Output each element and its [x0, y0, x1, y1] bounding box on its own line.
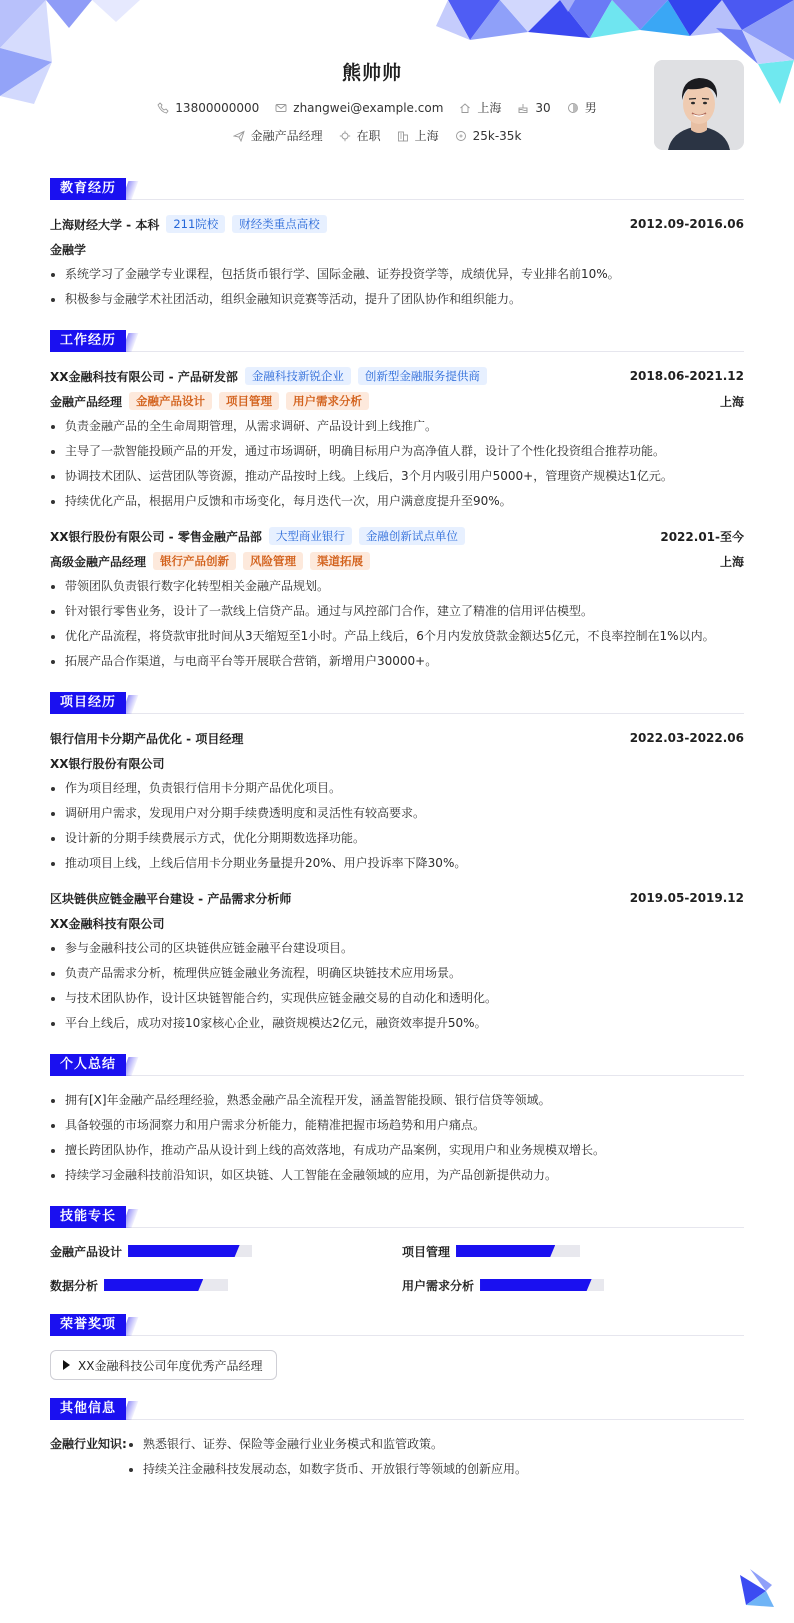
list-item: 调研用户需求，发现用户对分期手续费透明度和灵活性有较高要求。 [50, 801, 744, 826]
school-tag: 211院校 [166, 215, 225, 233]
phone-icon [157, 102, 169, 114]
gender-icon [567, 102, 579, 114]
skill-name: 金融产品设计 [50, 1244, 123, 1259]
company-tag: 创新型金融服务提供商 [358, 367, 487, 385]
list-item: 具备较强的市场洞察力和用户需求分析能力，能精准把握市场趋势和用户痛点。 [50, 1113, 744, 1138]
skill-tag: 渠道拓展 [310, 552, 370, 570]
entry-header [50, 212, 744, 236]
list-item: 熟悉银行、证券、保险等金融行业业务模式和监管政策。 [128, 1432, 527, 1457]
entry-header [50, 364, 744, 388]
list-item: 负责金融产品的全生命周期管理，从需求调研、产品设计到上线推广。 [50, 414, 744, 439]
company-tag: 金融科技新锐企业 [245, 367, 351, 385]
cake-icon [517, 102, 529, 114]
skill-bar [456, 1245, 580, 1257]
candidate-name: 熊帅帅 [341, 62, 402, 84]
target-city-text: 上海 [414, 129, 439, 143]
age-text: 30 [535, 100, 551, 115]
list-item: 积极参与金融学术社团活动，组织金融知识竞赛等活动，提升了团队协作和组织能力。 [50, 287, 744, 312]
skill-name: 数据分析 [50, 1278, 99, 1293]
project-org: XX银行股份有限公司 [50, 756, 165, 771]
entry-subheader [50, 750, 744, 776]
entry-header [50, 886, 744, 910]
section-header [50, 1054, 744, 1076]
email-item [275, 101, 443, 115]
skill-tag: 风险管理 [243, 552, 303, 570]
entry-subheader [50, 236, 744, 262]
position-text: 金融产品经理 [250, 129, 323, 143]
list-item: 带领团队负责银行数字化转型相关金融产品规划。 [50, 574, 744, 599]
list-item: 拓展产品合作渠道，与电商平台等开展联合营销，新增用户30000+。 [50, 649, 744, 674]
list-item: 设计新的分期手续费展示方式，优化分期期数选择功能。 [50, 826, 744, 851]
entry-header-left [50, 215, 327, 233]
skill-bar [480, 1279, 604, 1291]
section-title: 技能专长 [50, 1206, 126, 1228]
skill-level-fill [480, 1279, 592, 1291]
skills-grid [50, 1240, 744, 1296]
coin-icon [455, 130, 467, 142]
project-title: 银行信用卡分期产品优化 - 项目经理 [50, 731, 244, 746]
company-tag: 金融创新试点单位 [359, 527, 465, 545]
entry-header [50, 726, 744, 750]
play-triangle-icon [63, 1360, 70, 1370]
section-title: 工作经历 [50, 330, 126, 352]
education-section [50, 178, 744, 312]
project-section [50, 692, 744, 1036]
list-item: 主导了一款智能投顾产品的开发，通过市场调研，明确目标用户为高净值人群，设计了个性化投资组合推荐功能。 [50, 439, 744, 464]
project-date: 2019.05-2019.12 [629, 891, 744, 905]
section-title: 项目经历 [50, 692, 126, 714]
project-title: 区块链供应链金融平台建设 - 产品需求分析师 [50, 891, 292, 906]
skill-name: 用户需求分析 [402, 1278, 475, 1293]
section-title: 其他信息 [50, 1398, 126, 1420]
section-header [50, 330, 744, 352]
city-item [459, 99, 501, 116]
work-date: 2022.01-至今 [660, 529, 744, 544]
skill-tag: 用户需求分析 [286, 392, 369, 410]
list-item: 持续优化产品，根据用户反馈和市场变化，每月迭代一次，用户满意度提升至90%。 [50, 489, 744, 514]
skill-item [402, 1240, 744, 1262]
phone-number: 13800000000 [175, 100, 260, 115]
role-row [50, 552, 370, 570]
status-text: 在职 [356, 129, 381, 143]
list-item: 协调技术团队、运营团队等资源，推动产品按时上线。上线后，3个月内吸引用户5000+，管理资产规模达1亿元。 [50, 464, 744, 489]
list-item: 负责产品需求分析，梳理供应链金融业务流程，明确区块链技术应用场景。 [50, 961, 744, 986]
phone-item [157, 101, 259, 115]
skill-item [50, 1274, 392, 1296]
section-title: 个人总结 [50, 1054, 126, 1076]
position-item [233, 127, 323, 144]
entry-subheader [50, 910, 744, 936]
skill-name: 项目管理 [402, 1244, 451, 1259]
entry-header-left [50, 367, 487, 385]
list-item: 平台上线后，成功对接10家核心企业，融资规模达2亿元，融资效率提升50%。 [50, 1011, 744, 1036]
project-org: XX金融科技有限公司 [50, 916, 165, 931]
summary-section [50, 1054, 744, 1188]
work-bullets [50, 574, 744, 674]
project-bullets [50, 936, 744, 1036]
send-icon [233, 130, 245, 142]
target-city-item [397, 127, 439, 144]
skill-tag: 银行产品创新 [153, 552, 236, 570]
list-item: 擅长跨团队协作，推动产品从设计到上线的高效落地，有成功产品案例，实现用户和业务规模双增长。 [50, 1138, 744, 1163]
project-date: 2022.03-2022.06 [629, 731, 744, 745]
list-item: 推动项目上线，上线后信用卡分期业务量提升20%、用户投诉率下降30%。 [50, 851, 744, 876]
work-entry [50, 364, 744, 514]
skill-level-fill [128, 1245, 240, 1257]
list-item: 持续学习金融科技前沿知识，如区块链、人工智能在金融领域的应用，为产品创新提供动力。 [50, 1163, 744, 1188]
home-icon [459, 102, 471, 114]
work-bullets [50, 414, 744, 514]
building-icon [397, 130, 409, 142]
work-entry [50, 524, 744, 674]
entry-subheader [50, 548, 744, 574]
gender-text: 男 [584, 101, 597, 115]
skill-level-fill [456, 1245, 555, 1257]
skill-item [402, 1274, 744, 1296]
awards-section [50, 1314, 744, 1380]
section-header [50, 692, 744, 714]
company-tag: 大型商业银行 [269, 527, 352, 545]
city-text: 上海 [477, 101, 502, 115]
award-item [50, 1350, 277, 1380]
education-date: 2012.09-2016.06 [629, 217, 744, 231]
school-tag: 财经类重点高校 [232, 215, 327, 233]
list-item: 参与金融科技公司的区块链供应链金融平台建设项目。 [50, 936, 744, 961]
list-item: 与技术团队协作，设计区块链智能合约，实现供应链金融交易的自动化和透明化。 [50, 986, 744, 1011]
skill-tag: 金融产品设计 [129, 392, 212, 410]
section-header [50, 178, 744, 200]
salary-item [455, 129, 522, 143]
skills-section [50, 1206, 744, 1296]
project-entry [50, 726, 744, 876]
other-label: 金融行业知识: [50, 1437, 127, 1451]
company-name: XX金融科技有限公司 - 产品研发部 [50, 369, 238, 384]
gender-item [567, 99, 597, 116]
section-header [50, 1314, 744, 1336]
list-item: 优化产品流程，将贷款审批时间从3天缩短至1小时。产品上线后，6个月内发放贷款金额达5亿元，不良率控制在1%以内。 [50, 624, 744, 649]
resume-content [50, 178, 744, 1500]
salary-text: 25k-35k [472, 128, 522, 143]
school-name: 上海财经大学 - 本科 [50, 217, 160, 232]
role-title: 高级金融产品经理 [50, 554, 147, 569]
entry-header [50, 524, 744, 548]
list-item: 针对银行零售业务，设计了一款线上信贷产品。通过与风控部门合作，建立了精准的信用评估模型。 [50, 599, 744, 624]
skill-tag: 项目管理 [219, 392, 279, 410]
list-item: 系统学习了金融学专业课程，包括货币银行学、国际金融、证券投资学等，成绩优异，专业排名前10%。 [50, 262, 744, 287]
email-address: zhangwei@example.com [293, 100, 444, 115]
status-item [339, 127, 381, 144]
work-section [50, 330, 744, 674]
age-item [517, 101, 550, 115]
skill-item [50, 1240, 392, 1262]
entry-subheader [50, 388, 744, 414]
award-name: XX金融科技公司年度优秀产品经理 [78, 1358, 263, 1373]
list-item: 持续关注金融科技发展动态，如数字货币、开放银行等领域的创新应用。 [128, 1457, 527, 1482]
education-entry [50, 212, 744, 312]
company-name: XX银行股份有限公司 - 零售金融产品部 [50, 529, 262, 544]
work-city: 上海 [719, 554, 744, 569]
entry-header-left [50, 527, 465, 545]
list-item: 作为项目经理，负责银行信用卡分期产品优化项目。 [50, 776, 744, 801]
major-name: 金融学 [50, 242, 87, 257]
profile-photo [654, 60, 744, 150]
corner-triangle-decoration [736, 1569, 776, 1609]
section-title: 荣誉奖项 [50, 1314, 126, 1336]
project-entry [50, 886, 744, 1036]
section-header [50, 1206, 744, 1228]
list-item: 拥有[X]年金融产品经理经验，熟悉金融产品全流程开发，涵盖智能投顾、银行信贷等领域。 [50, 1088, 744, 1113]
skill-bar [104, 1279, 228, 1291]
skill-level-fill [104, 1279, 203, 1291]
section-title: 教育经历 [50, 178, 126, 200]
role-row [50, 392, 369, 410]
email-icon [275, 102, 287, 114]
work-city: 上海 [719, 394, 744, 409]
other-row [50, 1432, 744, 1482]
section-header [50, 1398, 744, 1420]
skill-bar [128, 1245, 252, 1257]
work-date: 2018.06-2021.12 [629, 369, 744, 383]
other-section [50, 1398, 744, 1482]
project-bullets [50, 776, 744, 876]
summary-bullets [50, 1088, 744, 1188]
role-title: 金融产品经理 [50, 394, 123, 409]
other-bullets [128, 1432, 527, 1482]
education-bullets [50, 262, 744, 312]
status-icon [339, 130, 351, 142]
